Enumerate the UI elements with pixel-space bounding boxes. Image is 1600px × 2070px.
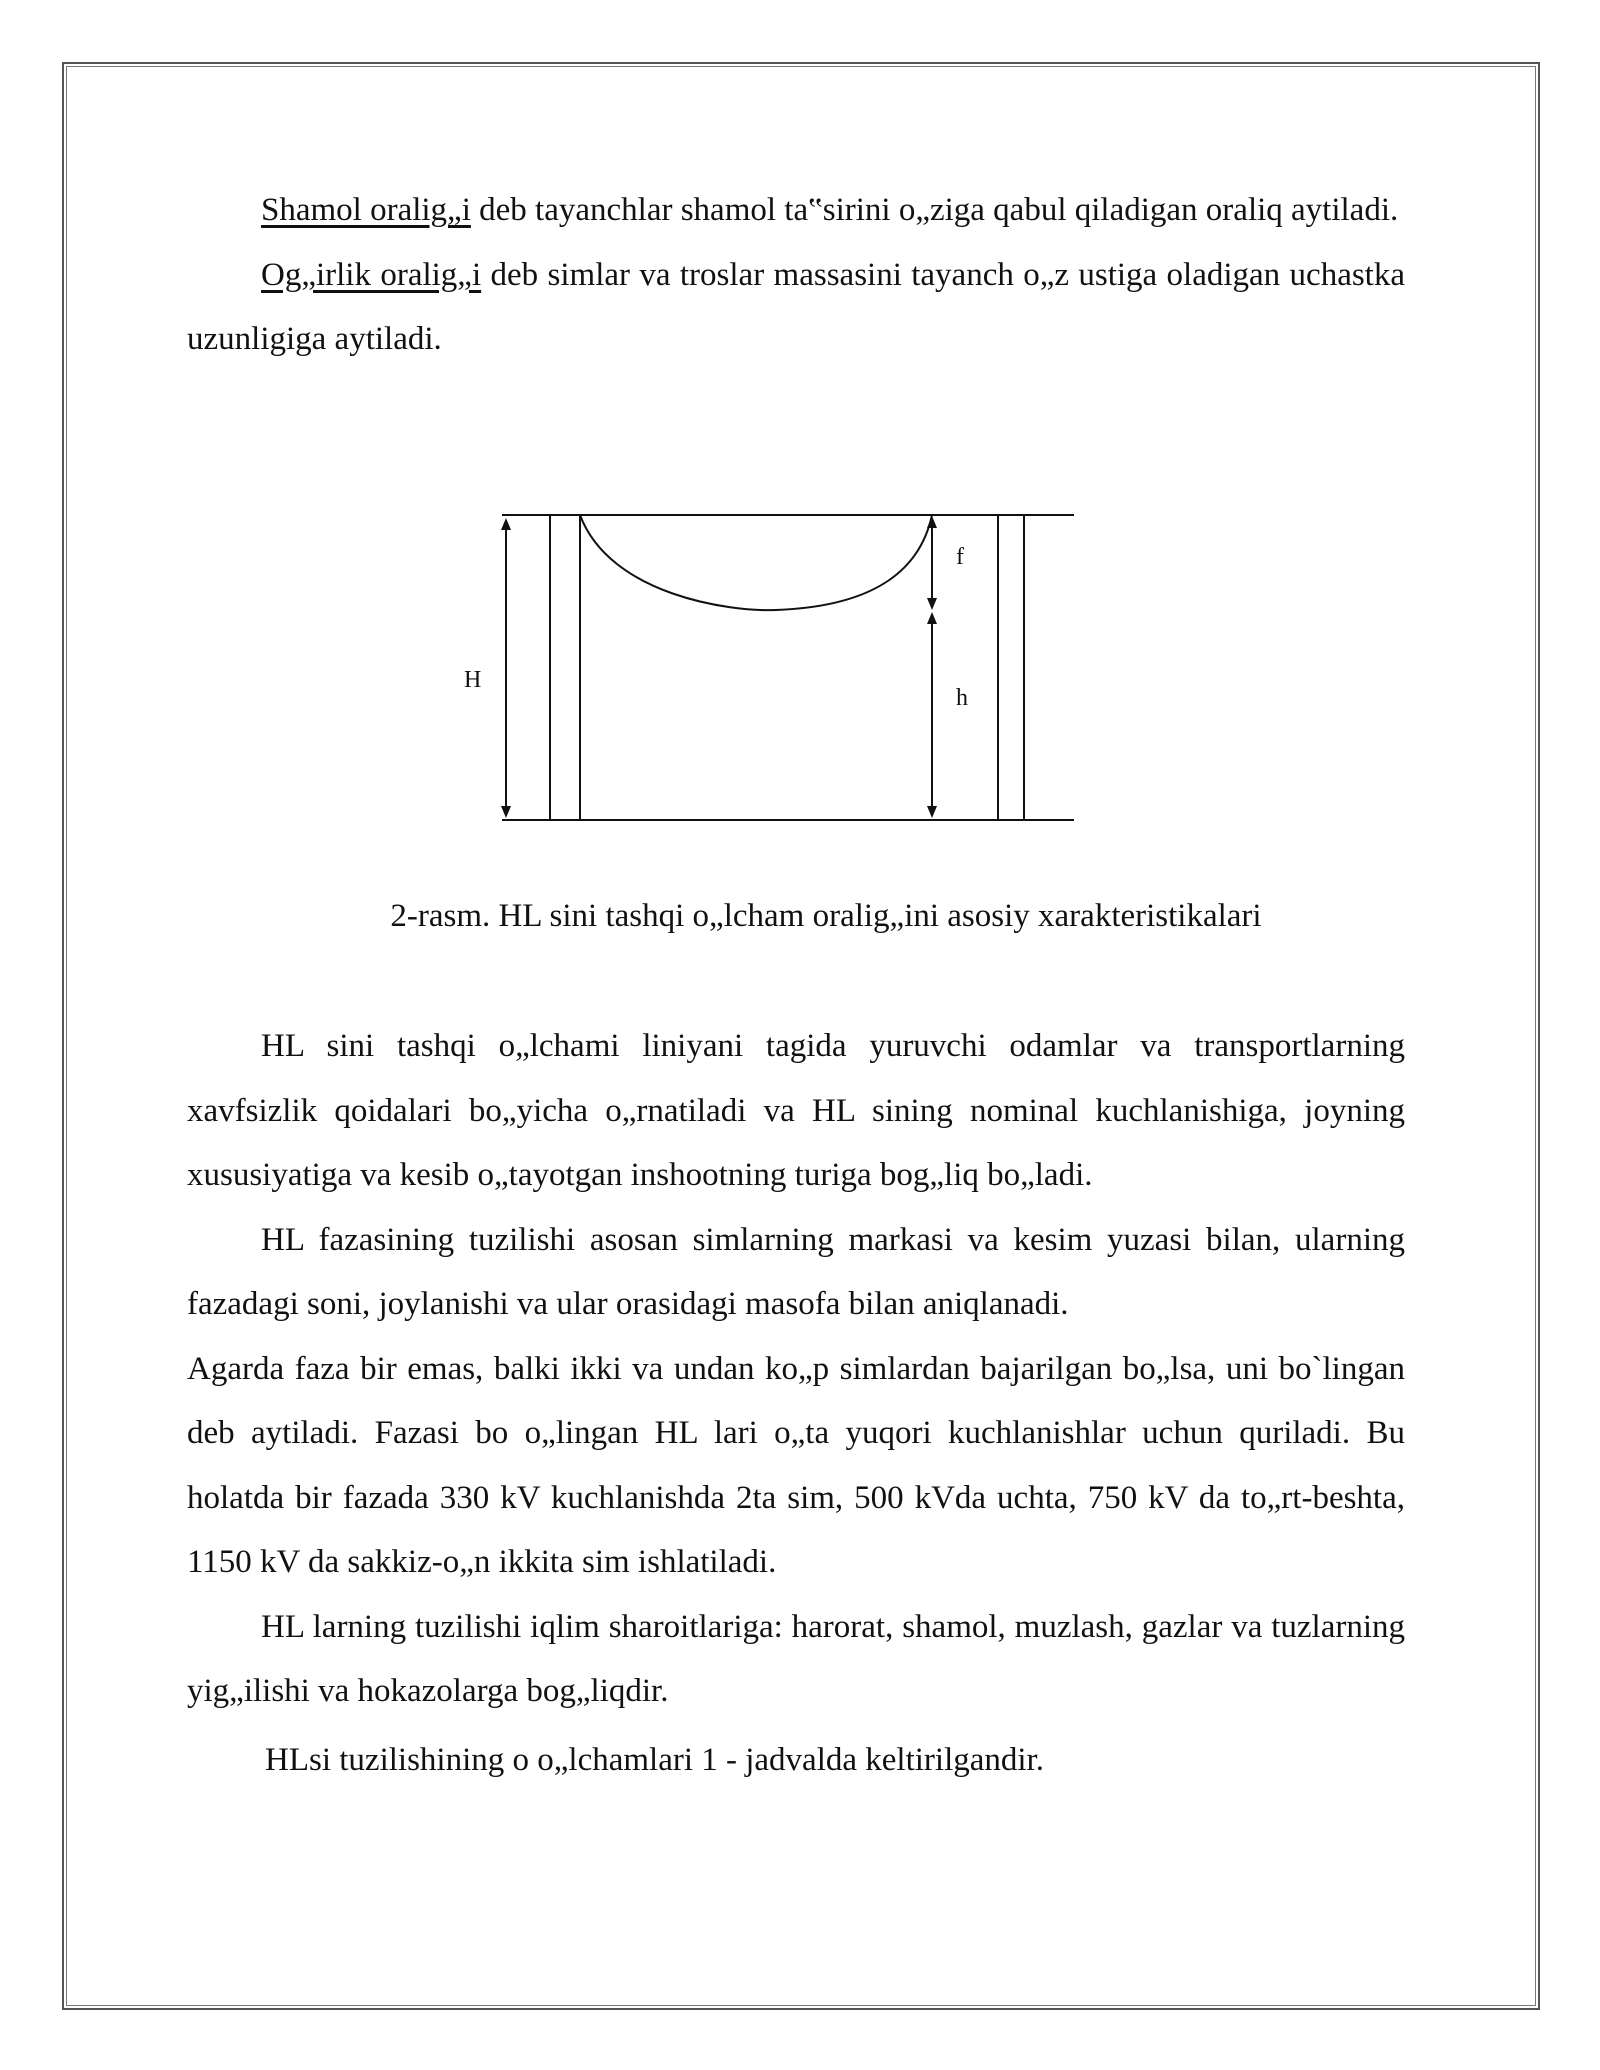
figure-caption: 2-rasm. HL sini tashqi o„lcham oralig„ini asosiy xarakteristikalari bbox=[390, 898, 1262, 934]
term-wind-span: Shamol oralig„i bbox=[261, 192, 471, 228]
definition-wind-span-text: deb tayanchlar shamol ta‟sirini o„ziga qabul qiladigan oraliq aytiladi. bbox=[470, 192, 1399, 228]
span-clearance-diagram bbox=[440, 500, 1080, 840]
conductor-sag-curve bbox=[580, 515, 932, 610]
label-h: h bbox=[956, 685, 968, 711]
definition-weight-span bbox=[187, 243, 1405, 372]
paragraph-phase-structure: HL fazasining tuzilishi asosan simlarning markasi va kesim yuzasi bilan, ularning fazadagi soni, joylanishi va ular orasidagi masofa bilan aniqlanadi. bbox=[187, 1221, 1405, 1322]
term-weight-span: Og„irlik oralig„i bbox=[261, 256, 482, 293]
body-text bbox=[187, 1014, 1405, 1792]
definition-wind-span bbox=[187, 178, 1405, 243]
label-f: f bbox=[956, 544, 964, 570]
paragraph-bundled-phase: Agarda faza bir emas, balki ikki va undan ko„p simlardan bajarilgan bo„lsa, uni bo`lingan deb aytiladi. Fazasi bo o„lingan HL lari o„ta yuqori kuchlanishlar uchun quriladi. Bu holatda bir fazada 330 kV kuchlanishda 2ta sim, 500 kVda uchta, 750 kV da to„rt-beshta, 1150 kV da sakkiz-o„n ikkita sim ishlatiladi. bbox=[187, 1350, 1405, 1580]
definition-weight-span-text: deb simlar va troslar massasini tayanch o„z ustiga oladigan uchastka uzunligiga aytiladi. bbox=[187, 256, 1405, 357]
paragraph-clearance: HL sini tashqi o„lchami liniyani tagida yuruvchi odamlar va transportlarning xavfsizlik qoidalari bo„yicha o„rnatiladi va HL sining nominal kuchlanishiga, joyning xususiyatiga va kesib o„tayotgan inshootning turiga bog„liq bo„ladi. bbox=[187, 1028, 1405, 1193]
paragraph-climate: HL larning tuzilishi iqlim sharoitlariga: harorat, shamol, muzlash, gazlar va tuzlarning yig„ilishi va hokazolarga bog„liqdir. bbox=[187, 1608, 1405, 1709]
intro-definitions bbox=[187, 178, 1405, 372]
label-H: H bbox=[464, 667, 482, 693]
paragraph-table-reference: HLsi tuzilishining o o„lchamlari 1 - jadvalda keltirilgandir. bbox=[265, 1741, 1044, 1778]
